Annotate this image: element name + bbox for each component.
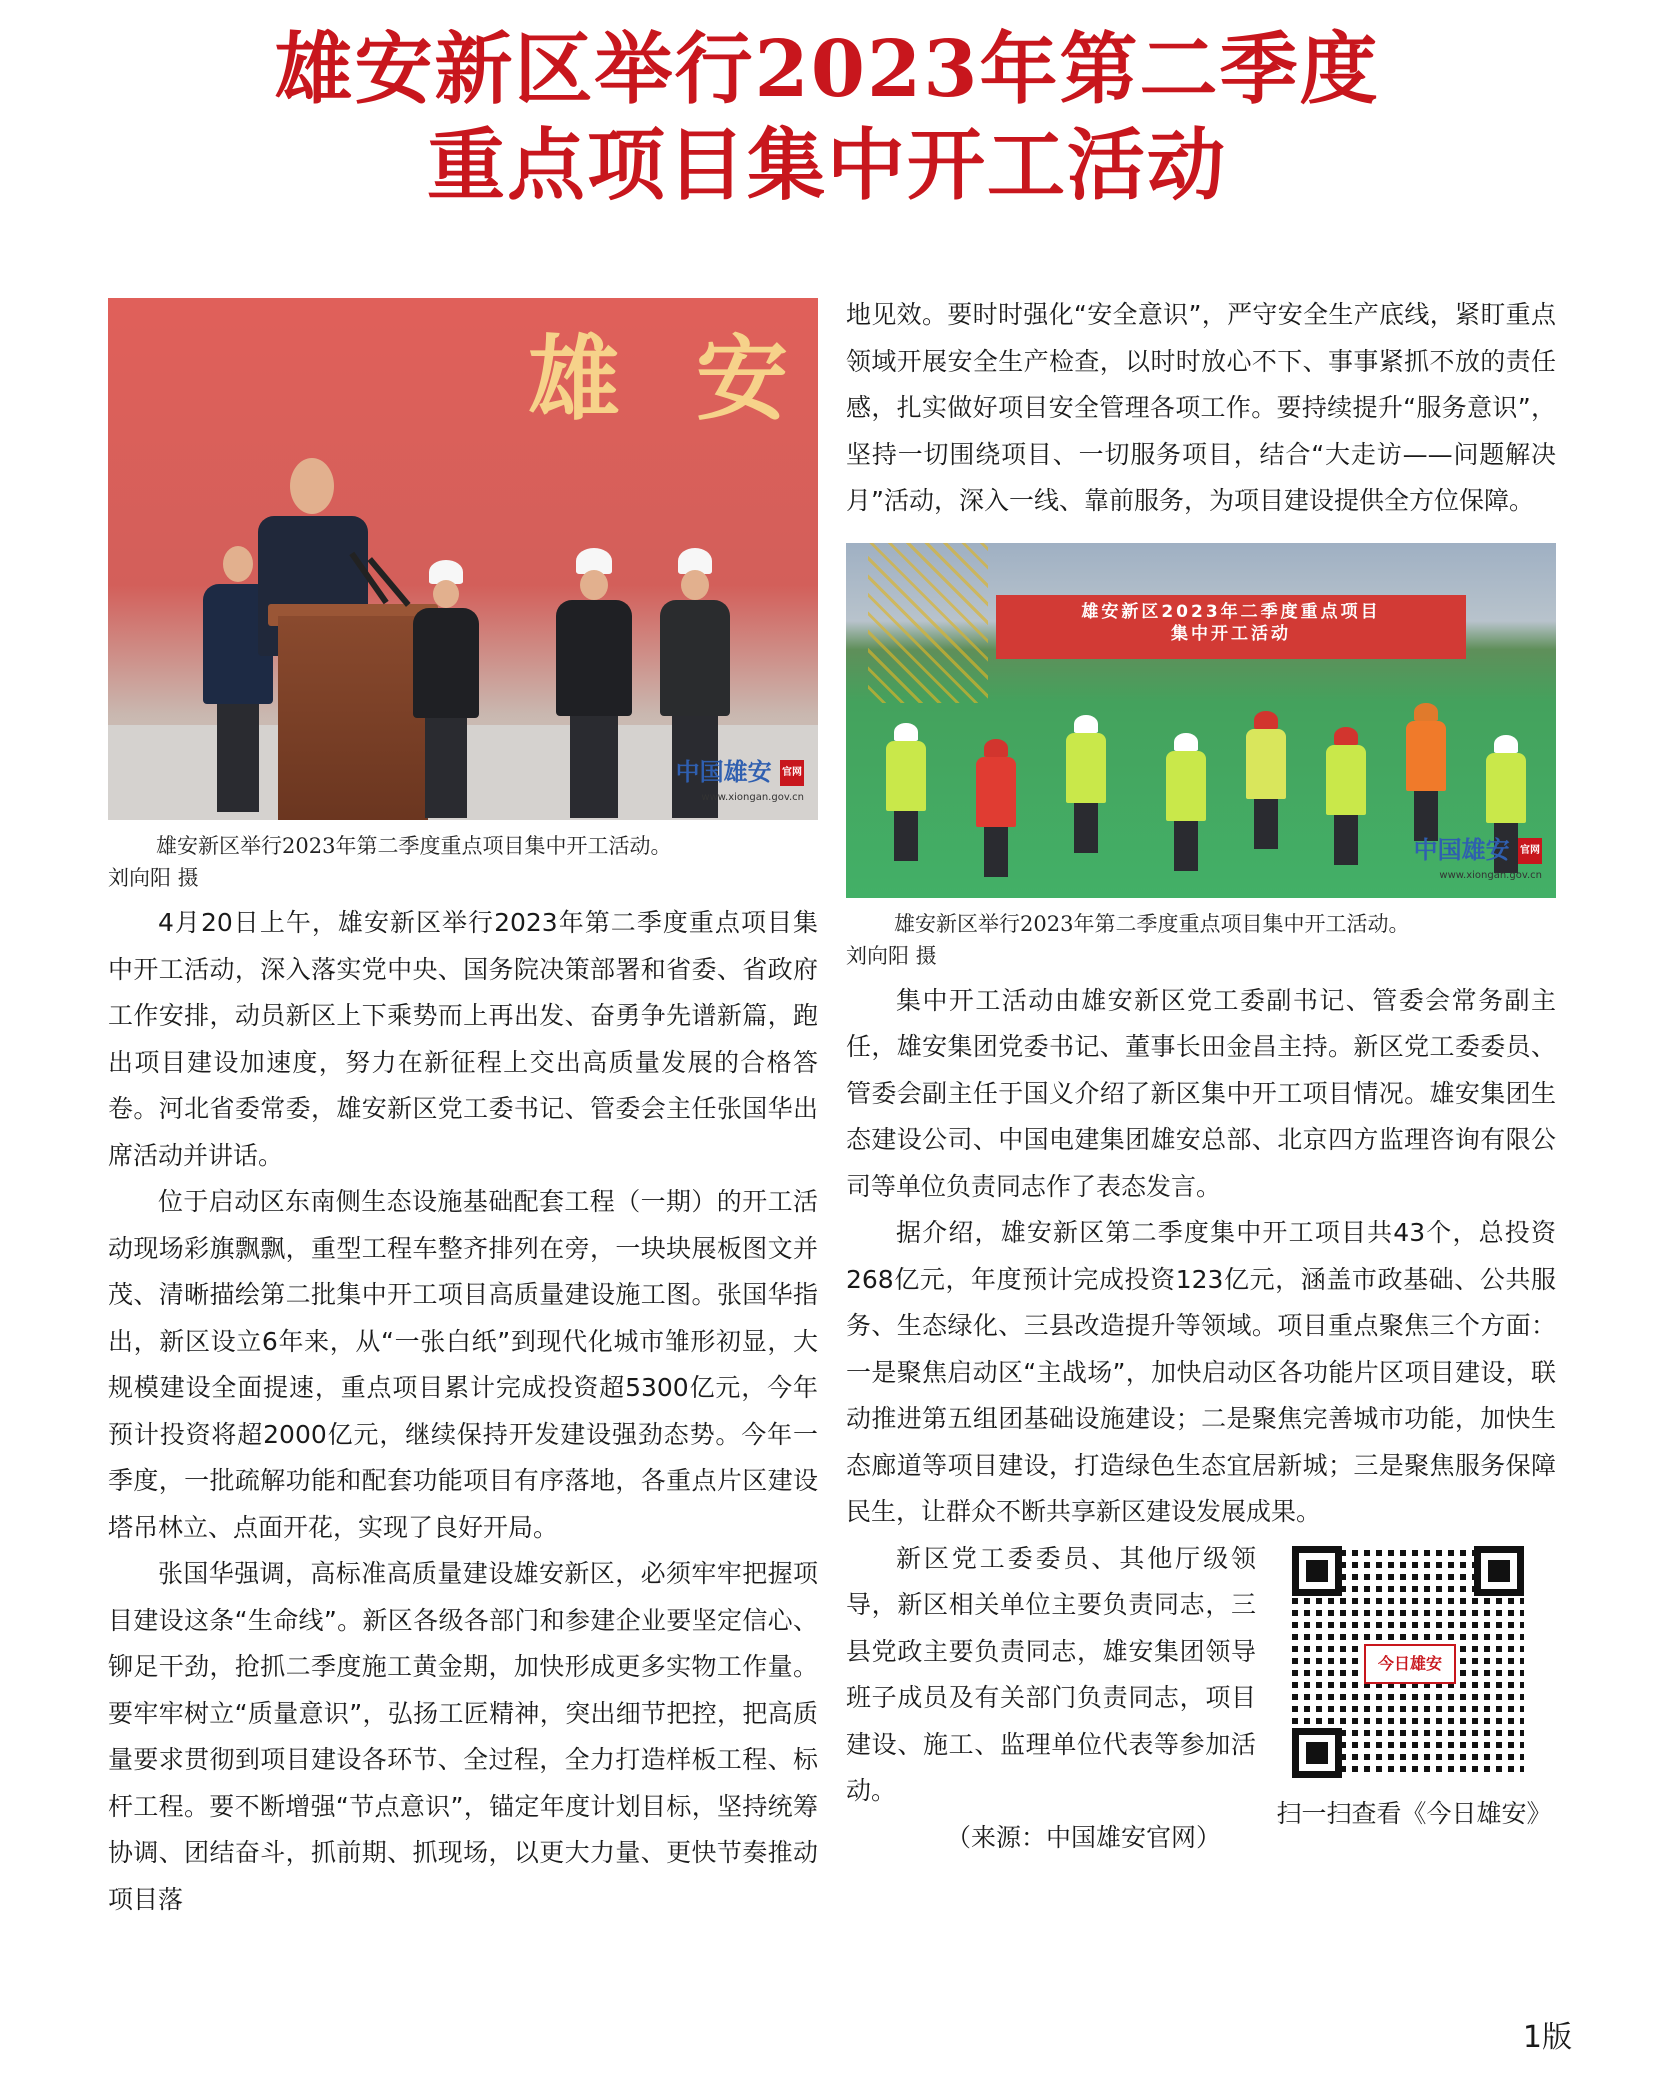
qr-finder (1292, 1728, 1342, 1778)
person-figure (413, 560, 479, 820)
photo2-caption (846, 908, 1556, 972)
photo1-caption-text: 雄安新区举行2023年第二季度重点项目集中开工活动。 (156, 834, 672, 858)
headline-line-1: 雄安新区举行2023年第二季度 (274, 24, 1380, 115)
banner-text: 雄 安 (528, 325, 811, 433)
article-paragraph: 新区党工委委员、其他厅级领导，新区相关单位主要负责同志，三县党政主要负责同志，雄安集团领导班子成员及有关部门负责同志，项目建设、施工、监理单位代表等参加活动。 (846, 1543, 1256, 1805)
watermark-badge: 官网 (1518, 838, 1542, 864)
watermark-url: www.xiongan.gov.cn (701, 792, 804, 803)
person-figure (556, 548, 632, 820)
stage-banner (996, 595, 1466, 659)
watermark-text: 中国雄安 (675, 757, 772, 786)
closing-block (846, 1536, 1556, 1861)
page-number: 1版 (1522, 2020, 1572, 2055)
article-paragraph: 据介绍，雄安新区第二季度集中开工项目共43个，总投资268亿元，年度预计完成投资123亿元，涵盖市政基础、公共服务、生态绿化、三县改造提升等领域。项目重点聚焦三个方面：一是聚焦启动区“主战场”，加快启动区各功能片区项目建设，联动推进第五组团基础设施建设；二是聚焦完善城市功能，加快生态廊道等项目建设，打造绿色生态宜居新城；三是聚焦服务保障民生，让群众不断共享新区建设发展成果。 (846, 1218, 1556, 1526)
left-column (108, 298, 818, 1923)
article-paragraph: 位于启动区东南侧生态设施基础配套工程（一期）的开工活动现场彩旗飘飘，重型工程车整齐排列在旁，一块块展板图文并茂、清晰描绘第二批集中开工项目高质量建设施工图。张国华指出，新区设立6年来，从“一张白纸”到现代化城市雏形初显，大规模建设全面提速，重点项目累计完成投资超5300亿元，今年预计投资将超2000亿元，继续保持开发建设强劲态势。今年一季度，一批疏解功能和配套功能项目有序落地，各重点片区建设塔吊林立、点面开花，实现了良好开局。 (108, 1187, 818, 1542)
ceremony-speech-photo (108, 298, 818, 820)
article-source: （来源：中国雄安官网） (946, 1822, 1222, 1852)
stage-banner-line-1: 雄安新区2023年二季度重点项目 (1081, 601, 1381, 622)
article-paragraph: 4月20日上午，雄安新区举行2023年第二季度重点项目集中开工活动，深入落实党中央、国务院决策部署和省委、省政府工作安排，动员新区上下乘势而上再出发、奋勇争先谱新篇，跑出项目建设加速度，努力在新征程上交出高质量发展的合格答卷。河北省委常委，雄安新区党工委书记、管委会主任张国华出席活动并讲话。 (108, 908, 818, 1170)
article-paragraph: 地见效。要时时强化“安全意识”，严守安全生产底线，紧盯重点领域开展安全生产检查，以时时放心不下、事事紧抓不放的责任感，扎实做好项目安全管理各项工作。要持续提升“服务意识”，坚持一切围绕项目、一切服务项目，结合“大走访——问题解决月”活动，深入一线、靠前服务，为项目建设提供全方位保障。 (846, 300, 1556, 515)
photo1-caption-credit: 刘向阳 摄 (108, 866, 199, 890)
qr-caption: 扫一扫查看《今日雄安》 (1276, 1798, 1552, 1828)
right-column (846, 292, 1556, 1861)
photo2-caption-credit: 刘向阳 摄 (846, 943, 937, 968)
watermark (1382, 834, 1542, 888)
headline-line-2: 重点项目集中开工活动 (426, 120, 1227, 211)
headline (0, 22, 1654, 214)
photo1-caption (108, 830, 818, 894)
qr-code[interactable] (1292, 1546, 1524, 1778)
article-paragraph: 集中开工活动由雄安新区党工委副书记、管委会常务副主任，雄安集团党委书记、董事长田金昌主持。新区党工委委员、管委会副主任于国义介绍了新区集中开工项目情况。雄安集团生态建设公司、中国电建集团雄安总部、北京四方监理咨询有限公司等单位负责同志作了表态发言。 (846, 985, 1556, 1201)
watermark-url: www.xiongan.gov.cn (1439, 869, 1542, 881)
article-paragraph: 张国华强调，高标准高质量建设雄安新区，必须牢牢把握项目建设这条“生命线”。新区各级各部门和参建企业要坚定信心、铆足干劲，抢抓二季度施工黄金期，加快形成更多实物工作量。要牢牢树立“质量意识”，弘扬工匠精神，突出细节把控，把高质量要求贯彻到项目建设各环节、全过程，全力打造样板工程、标杆工程。要不断增强“节点意识”，锚定年度计划目标，坚持统筹协调、团结奋斗，抓前期、抓现场，以更大力量、更快节奏推动项目落 (108, 1559, 818, 1914)
qr-center-label: 今日雄安 (1364, 1644, 1456, 1684)
qr-finder (1474, 1546, 1524, 1596)
watermark (644, 757, 804, 810)
qr-finder (1292, 1546, 1342, 1596)
qr-block (1272, 1546, 1556, 1834)
stage-banner-line-2: 集中开工活动 (1171, 623, 1291, 644)
watermark-badge: 官网 (780, 760, 804, 786)
photo2-caption-text: 雄安新区举行2023年第二季度重点项目集中开工活动。 (894, 911, 1410, 936)
construction-site-photo (846, 543, 1556, 898)
watermark-text: 中国雄安 (1413, 834, 1510, 864)
podium (278, 616, 428, 820)
